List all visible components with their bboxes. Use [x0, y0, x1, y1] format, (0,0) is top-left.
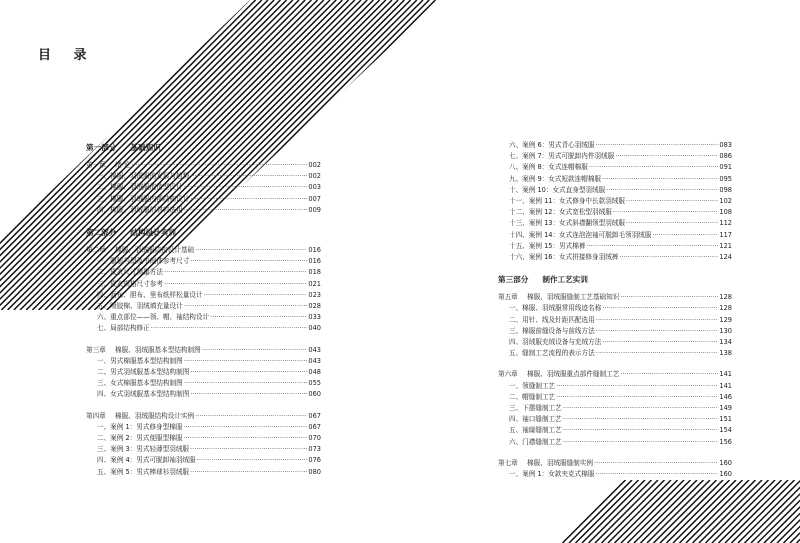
dot-leader	[202, 345, 308, 356]
dot-leader	[204, 290, 308, 301]
dot-leader	[626, 196, 718, 207]
chapter-entry	[498, 292, 732, 303]
dot-leader	[556, 392, 718, 403]
dot-leader	[190, 367, 307, 378]
dot-leader	[602, 337, 718, 348]
toc-entry	[86, 194, 321, 205]
entry-title: 一、服装号型及中间体参考尺寸	[97, 257, 190, 266]
toc-entry	[498, 326, 732, 337]
page-number: 028	[308, 302, 321, 311]
section-gap	[498, 263, 732, 273]
toc-entry	[498, 162, 732, 173]
entry-title: 四、面布、胆布、里布纸样松量设计	[97, 290, 203, 299]
page-number: 002	[308, 161, 321, 169]
entry-title: 一、棉服、羽绒服的发展与趋势	[97, 172, 190, 181]
page-number: 083	[719, 141, 732, 149]
chapter-title: 棉服、羽绒服缝制工艺基础知识	[527, 293, 620, 302]
page-number: 130	[719, 326, 732, 335]
dot-leader	[563, 425, 719, 436]
page-number: 121	[719, 241, 732, 250]
page-number: 043	[308, 345, 321, 354]
chapter-number: 第一章	[86, 161, 106, 169]
dot-leader	[563, 437, 719, 448]
dot-leader	[184, 205, 308, 216]
part-number: 第二部分	[86, 228, 117, 238]
page-number: 102	[719, 197, 732, 206]
toc-entry	[498, 425, 732, 436]
section-gap	[86, 216, 321, 226]
page-number: 018	[308, 268, 321, 277]
entry-title: 五、案例 5：男式棒球衫羽绒服	[97, 467, 190, 476]
page-number: 060	[308, 390, 321, 399]
dot-leader	[131, 160, 307, 171]
toc-entry	[86, 455, 321, 466]
toc-left-column	[86, 141, 321, 478]
page-number: 124	[719, 253, 732, 262]
page-number: 129	[719, 315, 732, 324]
toc-entry	[86, 356, 321, 367]
entry-title: 二、帽缝制工艺	[509, 392, 556, 401]
part-title: 制作工艺实训	[542, 275, 588, 285]
page-number: 080	[308, 467, 321, 476]
dot-leader	[190, 194, 307, 205]
chapter-entry	[498, 369, 732, 380]
toc-entry	[498, 230, 732, 241]
entry-title: 九、案例 9：女式短款连帽棉服	[509, 174, 602, 183]
entry-title: 五、袖窿缝制工艺	[509, 426, 562, 435]
part-heading	[86, 226, 321, 239]
page-number: 076	[308, 456, 321, 465]
toc-entry	[498, 392, 732, 403]
part-heading	[86, 141, 321, 154]
dot-leader	[195, 411, 307, 422]
part-number: 第一部分	[86, 143, 117, 152]
dot-leader	[151, 323, 308, 334]
entry-title: 二、案例 2：男式便服型棉服	[97, 434, 183, 443]
dot-leader	[190, 444, 307, 455]
chapter-number: 第六章	[498, 370, 518, 379]
dot-leader	[589, 162, 719, 173]
entry-title: 四、案例 4：男式可脱卸袖羽绒服	[97, 456, 196, 465]
page-number: 023	[308, 290, 321, 299]
dot-leader	[596, 348, 719, 359]
page-number: 003	[308, 183, 321, 192]
dot-leader	[652, 230, 718, 241]
page-number: 007	[308, 194, 321, 203]
part-title: 基础知识	[130, 143, 161, 152]
toc-entry	[86, 312, 321, 323]
page-number: 108	[719, 208, 732, 217]
toc-right-column	[498, 140, 732, 480]
toc-entry	[86, 433, 321, 444]
page-number: 141	[719, 370, 732, 379]
toc-entry	[86, 256, 321, 267]
page-number: 002	[308, 172, 321, 181]
dot-leader	[563, 403, 719, 414]
dot-leader	[620, 292, 718, 303]
page-number: 141	[719, 381, 732, 390]
toc-entry	[86, 182, 321, 193]
page-number: 146	[719, 392, 732, 401]
dot-leader	[195, 245, 307, 256]
page-number: 086	[719, 152, 732, 161]
chapter-entry	[86, 245, 321, 256]
chapter-title: 绪 论	[115, 161, 131, 169]
page-number: 067	[308, 422, 321, 431]
toc-entry	[498, 151, 732, 162]
dot-leader	[190, 389, 307, 400]
page-number: 149	[719, 404, 732, 413]
dot-leader	[606, 185, 718, 196]
dot-leader	[602, 303, 718, 314]
toc-entry	[86, 367, 321, 378]
page-number: 095	[719, 174, 732, 183]
dot-leader	[210, 312, 307, 323]
dot-leader	[184, 356, 308, 367]
page-number: 128	[719, 293, 732, 302]
dot-leader	[190, 171, 307, 182]
decorative-stripes-bottom	[560, 480, 800, 543]
entry-title: 二、成衣尺寸测量方法	[97, 268, 163, 277]
chapter-entry	[86, 160, 321, 171]
section-gap	[86, 335, 321, 345]
entry-title: 一、棉服、羽绒服常用线迹名称	[509, 304, 602, 313]
page-number: 117	[719, 230, 732, 239]
toc-entry	[86, 378, 321, 389]
dot-leader	[595, 469, 718, 480]
toc-entry	[86, 290, 321, 301]
entry-title: 七、案例 7：男式可脱卸内件羽绒服	[509, 152, 615, 161]
toc-entry	[498, 348, 732, 359]
entry-title: 一、领缝制工艺	[509, 381, 556, 390]
toc-entry	[498, 403, 732, 414]
toc-entry	[498, 252, 732, 263]
part-title: 结构设计实训	[130, 228, 176, 238]
page-number: 016	[308, 246, 321, 255]
page-number: 160	[719, 458, 732, 467]
page-number: 151	[719, 415, 732, 424]
page-number: 016	[308, 257, 321, 266]
toc-entry	[498, 337, 732, 348]
page-number: 112	[719, 219, 732, 228]
dot-leader	[596, 326, 719, 337]
entry-title: 六、门襟缝制工艺	[509, 437, 562, 446]
chapter-entry	[86, 345, 321, 356]
entry-title: 十四、案例 14：女式连泡泡袖可脱卸毛领羽绒服	[509, 230, 652, 239]
page-number: 040	[308, 324, 321, 333]
entry-title: 六、案例 6：男式背心羽绒服	[509, 141, 595, 149]
chapter-number: 第二章	[86, 246, 106, 255]
dot-leader	[556, 381, 718, 392]
toc-entry	[498, 315, 732, 326]
page-number: 154	[719, 426, 732, 435]
toc-entry	[86, 467, 321, 478]
chapter-number: 第四章	[86, 411, 106, 420]
toc-entry	[86, 422, 321, 433]
toc-entry	[498, 437, 732, 448]
dot-leader	[183, 433, 307, 444]
dot-leader	[190, 467, 307, 478]
page-number: 134	[719, 338, 732, 347]
toc-entry	[498, 218, 732, 229]
toc-entry	[86, 301, 321, 312]
chapter-title: 棉服、羽绒服结构设计实例	[115, 411, 195, 420]
dot-leader	[596, 315, 719, 326]
entry-title: 三、棉服前缝设备与前线方法	[509, 326, 595, 335]
toc-entry	[86, 444, 321, 455]
entry-title: 十三、案例 13：女式斜襟翻领型羽绒服	[509, 219, 625, 228]
toc-entry	[498, 241, 732, 252]
section-gap	[498, 359, 732, 369]
entry-title: 二、男式羽绒服基本型结构制图	[97, 368, 190, 377]
entry-title: 四、袖口缝制工艺	[509, 415, 562, 424]
toc-entry	[86, 267, 321, 278]
page-number: 009	[308, 205, 321, 214]
dot-leader	[619, 252, 718, 263]
page-number: 021	[308, 279, 321, 288]
toc-entry	[498, 303, 732, 314]
chapter-title: 棉服、羽绒服重点部件缝制工艺	[527, 370, 620, 379]
toc-entry	[498, 196, 732, 207]
dot-leader	[620, 369, 718, 380]
toc-entry	[498, 185, 732, 196]
toc-entry	[86, 205, 321, 216]
entry-title: 七、局部结构修正	[97, 324, 150, 333]
part-number: 第三部分	[498, 275, 529, 285]
dot-leader	[613, 207, 719, 218]
dot-leader	[190, 256, 307, 267]
section-gap	[86, 401, 321, 411]
toc-entry	[86, 171, 321, 182]
page-number: 055	[308, 379, 321, 388]
dot-leader	[615, 151, 718, 162]
page-number: 156	[719, 437, 732, 446]
toc-entry	[86, 389, 321, 400]
page-number: 098	[719, 185, 732, 194]
entry-title: 四、羽绒服充绒设备与充绒方法	[509, 338, 602, 347]
chapter-title: 棉服、羽绒服缝制实例	[527, 458, 593, 467]
entry-title: 三、棉服、羽绒服内部结构设计	[97, 194, 190, 203]
entry-title: 二、棉服、羽绒服的造型设计	[97, 183, 183, 192]
entry-title: 三、下摆缝制工艺	[509, 404, 562, 413]
entry-title: 十五、案例 15：男式棉裤	[509, 241, 586, 250]
entry-title: 六、重点部位——领、帽、袖结构设计	[97, 313, 210, 322]
dot-leader	[184, 301, 308, 312]
dot-leader	[184, 182, 308, 193]
entry-title: 三、成衣规格尺寸参考	[97, 279, 163, 288]
entry-title: 五、缝制工艺流程的表示方法	[509, 349, 595, 358]
dot-leader	[164, 279, 307, 290]
dot-leader	[184, 378, 308, 389]
entry-title: 八、案例 8：女式连帽棉服	[509, 163, 588, 172]
entry-title: 五、喷胶棉、羽绒填充量设计	[97, 302, 183, 311]
part-heading	[498, 273, 732, 286]
dot-leader	[594, 458, 718, 469]
entry-title: 十二、案例 12：女式宽松型羽绒服	[509, 208, 612, 217]
chapter-number: 第三章	[86, 345, 106, 354]
entry-title: 四、棉服、羽绒服的材料选用	[97, 205, 183, 214]
toc-entry	[498, 174, 732, 185]
chapter-entry	[498, 458, 732, 469]
entry-title: 三、案例 3：男式轻薄型羽绒服	[97, 445, 190, 454]
dot-leader	[197, 455, 308, 466]
chapter-title: 棉服、羽绒服基本型结构制图	[115, 345, 201, 354]
toc-entry	[498, 469, 732, 480]
entry-title: 二、用针、线及针距匹配选用	[509, 315, 595, 324]
dot-leader	[164, 267, 307, 278]
page-number: 160	[719, 470, 732, 479]
dot-leader	[602, 174, 718, 185]
toc-entry	[498, 381, 732, 392]
toc-entry	[86, 323, 321, 334]
dot-leader	[626, 218, 718, 229]
page-number: 033	[308, 313, 321, 322]
entry-title: 十一、案例 11：女式修身中长款羽绒服	[509, 197, 625, 206]
chapter-number: 第五章	[498, 293, 518, 302]
toc-entry	[498, 414, 732, 425]
page-number: 091	[719, 163, 732, 172]
page-title: 目 录	[38, 48, 96, 63]
entry-title: 一、男式棉服基本型结构制图	[97, 356, 183, 365]
dot-leader	[586, 241, 718, 252]
dot-leader	[563, 414, 719, 425]
toc-entry	[498, 207, 732, 218]
page-number: 073	[308, 445, 321, 454]
page-number: 070	[308, 434, 321, 443]
entry-title: 四、女式羽绒服基本型结构制图	[97, 390, 190, 399]
entry-title: 一、案例 1：女款夹克式棉服	[509, 470, 595, 479]
toc-entry	[498, 140, 732, 151]
section-gap	[498, 448, 732, 458]
page-number: 043	[308, 356, 321, 365]
chapter-title: 棉服、羽绒服结构设计基础	[115, 246, 195, 255]
dot-leader	[183, 422, 307, 433]
entry-title: 一、案例 1：男式修身型棉服	[97, 422, 183, 431]
chapter-number: 第七章	[498, 458, 518, 467]
dot-leader	[595, 140, 718, 151]
entry-title: 十六、案例 16：女式拼接修身羽绒裤	[509, 253, 619, 262]
entry-title: 三、女式棉服基本型结构制图	[97, 379, 183, 388]
page-number: 128	[719, 304, 732, 313]
chapter-entry	[86, 411, 321, 422]
toc-entry	[86, 279, 321, 290]
entry-title: 十、案例 10：女式直身型羽绒服	[509, 185, 606, 194]
page-number: 048	[308, 368, 321, 377]
page-number: 067	[308, 411, 321, 420]
page-number: 138	[719, 349, 732, 358]
